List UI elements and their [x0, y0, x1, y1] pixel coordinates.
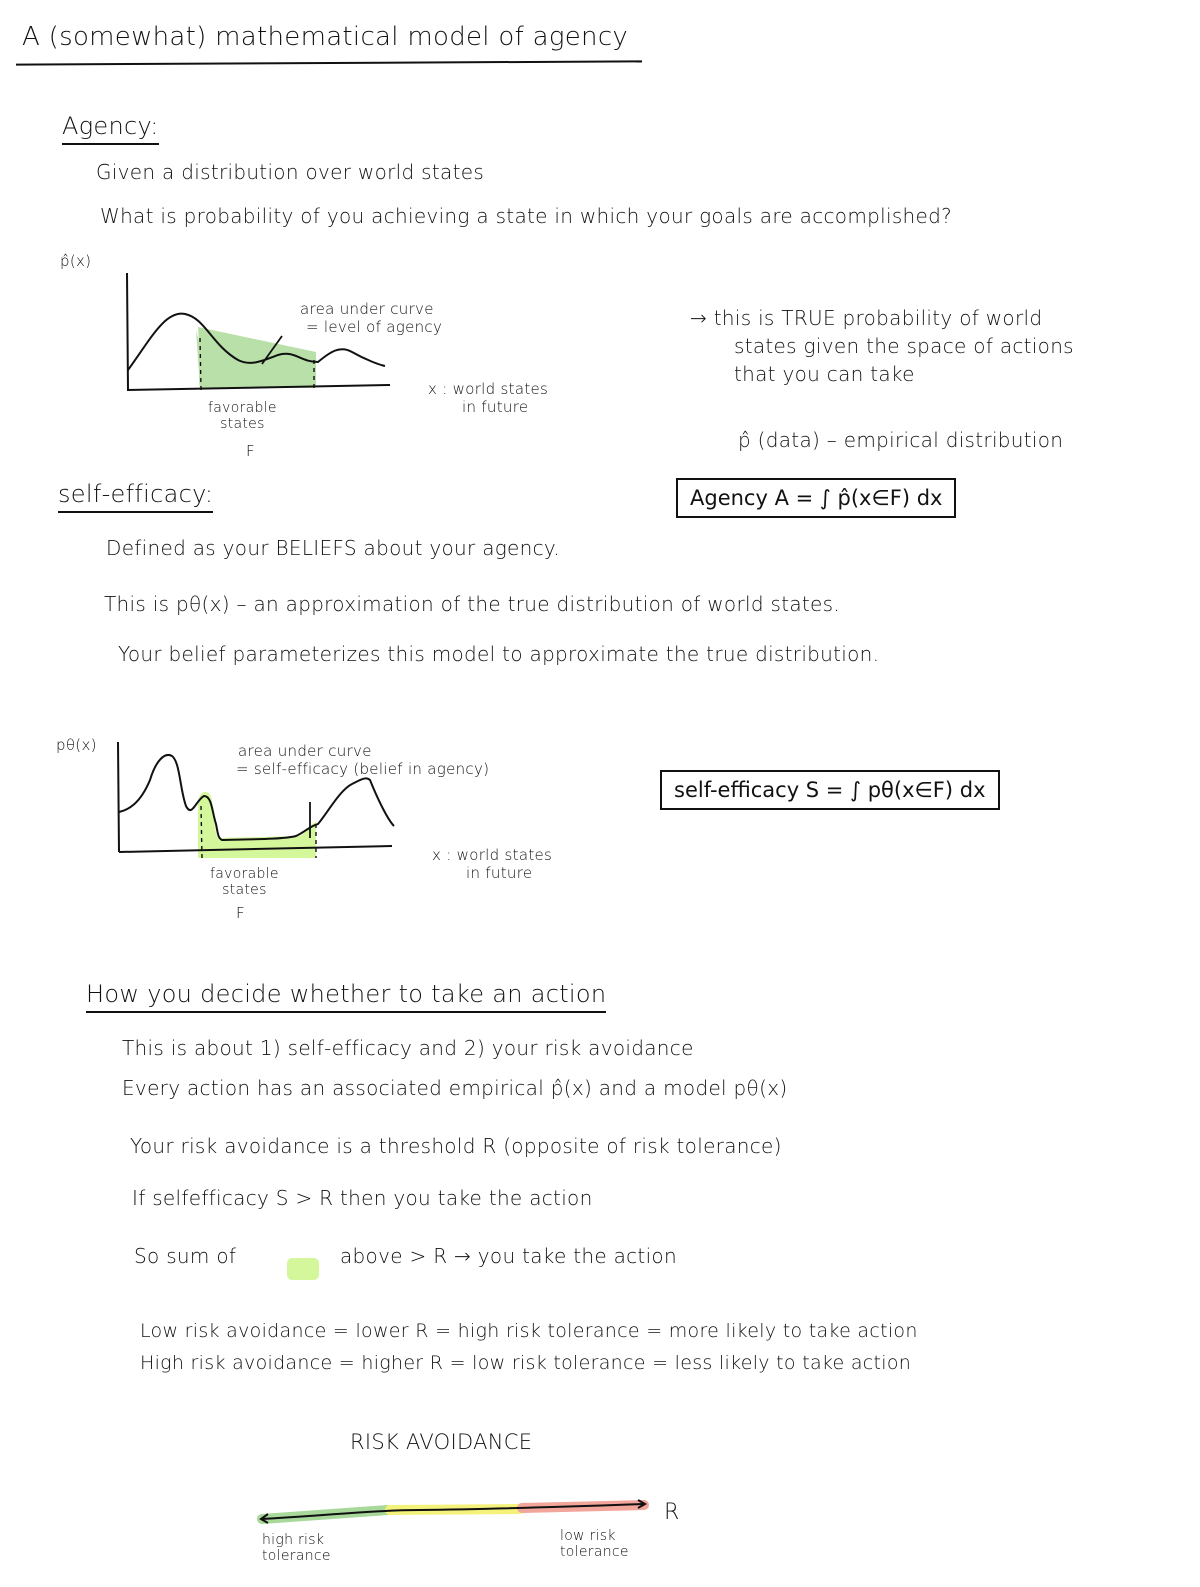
decision-heading: How you decide whether to take an action — [86, 980, 606, 1013]
decision-line-3: Your risk avoidance is a threshold R (opposite of risk tolerance) — [130, 1134, 782, 1158]
agency-line-2: What is probability of you achieving a state in which your goals are accomplished? — [100, 204, 953, 228]
risk-scale-right-label: low risk tolerance — [560, 1528, 629, 1560]
graph1-annotation-1: area under curve — [300, 300, 434, 318]
graph2-annotation-1: area under curve — [238, 742, 372, 760]
graph2-y-label: pθ(x) — [56, 736, 97, 754]
agency-line-1: Given a distribution over world states — [96, 160, 485, 184]
true-prob-note-1: → this is TRUE probability of world — [690, 306, 1043, 330]
decision-line-4: If selfefficacy S > R then you take the action — [132, 1186, 593, 1210]
risk-scale-axis-symbol: R — [664, 1500, 680, 1525]
agency-formula-box: Agency A = ∫ p̂(x∈F) dx — [676, 478, 956, 518]
risk-scale-left-label: high risk tolerance — [262, 1532, 331, 1564]
agency-heading: Agency: — [62, 112, 159, 145]
self-efficacy-formula-box: self-efficacy S = ∫ pθ(x∈F) dx — [660, 770, 1000, 810]
true-prob-note-3: that you can take — [734, 362, 915, 386]
graph2-region-label: favorable states — [210, 866, 279, 898]
graph1-region-label: favorable states — [208, 400, 277, 432]
graph1-x-label-2: in future — [462, 398, 529, 416]
true-prob-note-2: states given the space of actions — [734, 334, 1074, 358]
graph2-region-symbol: F — [236, 904, 245, 922]
decision-line-5-prefix: So sum of — [134, 1244, 237, 1268]
empirical-note: p̂ (data) – empirical distribution — [738, 428, 1064, 452]
self-efficacy-line-1: Defined as your BELIEFS about your agency. — [106, 536, 560, 560]
graph1-annotation-2: = level of agency — [306, 318, 443, 336]
risk-scale-title: RISK AVOIDANCE — [350, 1430, 533, 1454]
self-efficacy-line-3: Your belief parameterizes this model to approximate the true distribution. — [118, 642, 880, 666]
graph1-y-label: p̂(x) — [60, 252, 92, 270]
self-efficacy-heading: self-efficacy: — [58, 480, 213, 513]
decision-line-2: Every action has an associated empirical p̂(x) and a model pθ(x) — [122, 1076, 788, 1100]
page-title: A (somewhat) mathematical model of agency — [22, 22, 629, 52]
self-efficacy-line-2: This is pθ(x) – an approximation of the true distribution of world states. — [104, 592, 841, 616]
decision-line-1: This is about 1) self-efficacy and 2) your risk avoidance — [122, 1036, 694, 1060]
graph1-x-label-1: x : world states — [428, 380, 549, 398]
graph2-annotation-2: = self-efficacy (belief in agency) — [236, 760, 490, 778]
graph1-region-symbol: F — [246, 442, 255, 460]
low-risk-avoidance-row: Low risk avoidance = lower R = high risk tolerance = more likely to take action — [140, 1320, 918, 1342]
graph2-x-label-2: in future — [466, 864, 533, 882]
decision-line-5-suffix: above > R → you take the action — [340, 1244, 677, 1268]
high-risk-avoidance-row: High risk avoidance = higher R = low risk tolerance = less likely to take action — [140, 1352, 912, 1374]
graph2-x-label-1: x : world states — [432, 846, 553, 864]
